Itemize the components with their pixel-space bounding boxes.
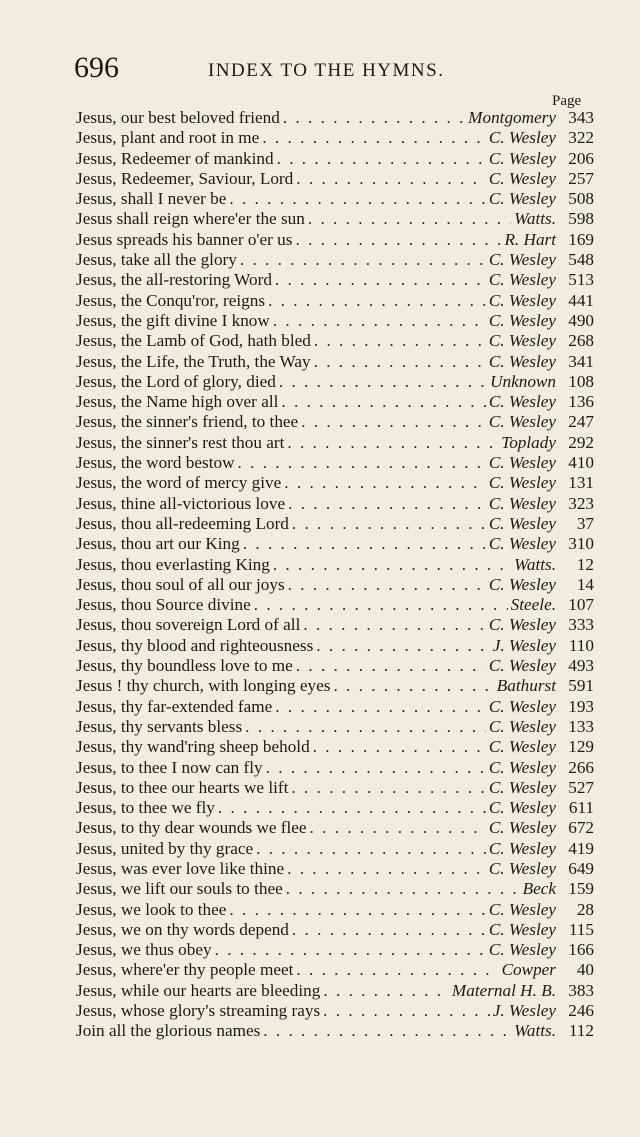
index-entry: [76, 636, 594, 656]
hymn-page-number: 110: [568, 635, 594, 655]
dot-leader: [314, 352, 486, 372]
hymn-page-number: 12: [576, 554, 594, 574]
hymn-author: C. Wesley: [488, 838, 556, 858]
hymn-author: Unknown: [490, 371, 556, 391]
hymn-author: C. Wesley: [488, 716, 556, 736]
dot-leader: [283, 108, 465, 128]
hymn-first-line: Jesus, the Name high over all: [76, 392, 279, 412]
index-entry: [76, 981, 594, 1001]
index-entry: [76, 697, 594, 717]
hymn-page-number: 159: [568, 879, 594, 899]
hymn-author: C. Wesley: [488, 919, 556, 939]
dot-leader: [292, 514, 486, 534]
dot-leader: [240, 250, 486, 270]
index-entry: [76, 676, 594, 696]
hymn-first-line: Jesus, thou sovereign Lord of all: [76, 615, 301, 635]
hymn-author: C. Wesley: [488, 574, 556, 594]
hymn-page-number: 40: [576, 960, 594, 980]
index-entry: [76, 859, 594, 879]
index-entry: [76, 250, 594, 270]
hymn-author: C. Wesley: [488, 290, 556, 310]
hymn-author: C. Wesley: [488, 168, 556, 188]
hymn-page-number: 672: [568, 818, 594, 838]
dot-leader: [286, 879, 520, 899]
hymn-page-number: 131: [568, 473, 594, 493]
dot-leader: [292, 920, 486, 940]
hymn-author: C. Wesley: [488, 656, 556, 676]
hymn-author: C. Wesley: [488, 270, 556, 290]
hymn-page-number: 193: [568, 696, 594, 716]
hymn-page-number: 508: [568, 189, 594, 209]
hymn-page-number: 410: [568, 453, 594, 473]
dot-leader: [296, 169, 486, 189]
running-title: INDEX TO THE HYMNS.: [208, 60, 445, 81]
hymn-page-number: 333: [568, 615, 594, 635]
index-entry: [76, 291, 594, 311]
hymn-first-line: Join all the glorious names: [76, 1021, 261, 1041]
hymn-page-number: 166: [568, 940, 594, 960]
hymn-author: C. Wesley: [488, 777, 556, 797]
dot-leader: [303, 615, 485, 635]
hymn-page-number: 246: [568, 1001, 594, 1021]
dot-leader: [263, 1021, 511, 1041]
hymn-page-number: 28: [576, 899, 594, 919]
page-column-label: Page: [552, 93, 582, 109]
hymn-page-number: 292: [568, 432, 594, 452]
page-header: [74, 52, 594, 86]
hymn-author: C. Wesley: [488, 392, 556, 412]
dot-leader: [254, 595, 508, 615]
dot-leader: [279, 372, 487, 392]
index-entry: [76, 372, 594, 392]
dot-leader: [323, 1001, 490, 1021]
index-entry: [76, 1001, 594, 1021]
hymn-page-number: 268: [568, 331, 594, 351]
dot-leader: [284, 473, 486, 493]
index-entry: [76, 433, 594, 453]
hymn-author: C. Wesley: [488, 331, 556, 351]
hymn-author: C. Wesley: [488, 615, 556, 635]
hymn-first-line: Jesus, was ever love like thine: [76, 858, 285, 878]
hymn-first-line: Jesus, the word bestow: [76, 453, 235, 473]
hymn-page-number: 649: [568, 858, 594, 878]
hymn-first-line: Jesus, whose glory's streaming rays: [76, 1001, 321, 1021]
hymn-first-line: Jesus, the Lord of glory, died: [76, 371, 276, 391]
index-entry: [76, 494, 594, 514]
hymn-author: Watts.: [514, 209, 556, 229]
dot-leader: [275, 270, 486, 290]
hymn-author: Maternal H. B.: [451, 980, 556, 1000]
dot-leader: [245, 717, 486, 737]
index-entry: [76, 149, 594, 169]
hymn-first-line: Jesus, plant and root in me: [76, 128, 260, 148]
dot-leader: [301, 412, 486, 432]
dot-leader: [296, 656, 486, 676]
hymn-first-line: Jesus, the all-restoring Word: [76, 270, 272, 290]
index-entry: [76, 900, 594, 920]
hymn-first-line: Jesus, we look to thee: [76, 899, 227, 919]
index-entry: [76, 534, 594, 554]
hymn-first-line: Jesus, the Conqu'ror, reigns: [76, 290, 266, 310]
hymn-page-number: 266: [568, 757, 594, 777]
dot-leader: [296, 960, 498, 980]
hymn-page-number: 129: [568, 737, 594, 757]
hymn-first-line: Jesus, while our hearts are bleeding: [76, 980, 321, 1000]
hymn-first-line: Jesus, we thus obey: [76, 940, 212, 960]
hymn-page-number: 136: [568, 392, 594, 412]
hymn-author: C. Wesley: [488, 412, 556, 432]
hymn-author: Beck: [522, 879, 556, 899]
hymn-first-line: Jesus, the Lamb of God, hath bled: [76, 331, 311, 351]
hymn-first-line: Jesus, to thee our hearts we lift: [76, 777, 289, 797]
hymn-author: C. Wesley: [488, 513, 556, 533]
hymn-page-number: 323: [568, 493, 594, 513]
hymn-page-number: 37: [576, 513, 594, 533]
index-entry: [76, 879, 594, 899]
index-entry: [76, 473, 594, 493]
hymn-author: C. Wesley: [488, 757, 556, 777]
hymn-first-line: Jesus, thy wand'ring sheep behold: [76, 737, 310, 757]
hymn-first-line: Jesus, to thy dear wounds we flee: [76, 818, 307, 838]
hymn-author: J. Wesley: [492, 635, 556, 655]
index-entry: [76, 270, 594, 290]
dot-leader: [323, 981, 449, 1001]
dot-leader: [314, 331, 486, 351]
hymn-page-number: 611: [568, 798, 594, 818]
dot-leader: [313, 737, 486, 757]
dot-leader: [218, 798, 486, 818]
index-entry: [76, 209, 594, 229]
hymn-author: C. Wesley: [488, 858, 556, 878]
dot-leader: [266, 758, 486, 778]
dot-leader: [316, 636, 489, 656]
hymn-first-line: Jesus, the Life, the Truth, the Way: [76, 351, 311, 371]
index-entry: [76, 555, 594, 575]
hymn-first-line: Jesus, thou all-redeeming Lord: [76, 513, 289, 533]
hymn-author: C. Wesley: [488, 310, 556, 330]
hymn-author: Montgomery: [468, 108, 556, 127]
hymn-author: Toplady: [501, 432, 556, 452]
hymn-page-number: 383: [568, 980, 594, 1000]
index-entry: [76, 128, 594, 148]
hymn-page-number: 527: [568, 777, 594, 797]
hymn-first-line: Jesus, thou everlasting King: [76, 554, 270, 574]
index-entry: [76, 412, 594, 432]
hymn-author: Watts.: [514, 1021, 556, 1041]
index-entry: [76, 453, 594, 473]
index-entry: [76, 575, 594, 595]
index-entry: [76, 778, 594, 798]
hymn-author: C. Wesley: [488, 899, 556, 919]
index-entry: [76, 189, 594, 209]
page-number: 696: [74, 51, 119, 84]
dot-leader: [277, 149, 486, 169]
index-entry: [76, 615, 594, 635]
hymn-first-line: Jesus, united by thy grace: [76, 838, 254, 858]
index-entry: [76, 758, 594, 778]
hymn-first-line: Jesus, where'er thy people meet: [76, 960, 294, 980]
hymn-author: C. Wesley: [488, 351, 556, 371]
hymn-author: Steele.: [510, 595, 556, 615]
hymn-page-number: 591: [568, 676, 594, 696]
dot-leader: [275, 697, 486, 717]
dot-leader: [256, 839, 486, 859]
hymn-author: C. Wesley: [488, 798, 556, 818]
index-entry: [76, 798, 594, 818]
hymn-page-number: 169: [568, 229, 594, 249]
index-entry: [76, 392, 594, 412]
hymn-first-line: Jesus, the sinner's friend, to thee: [76, 412, 299, 432]
index-entry: [76, 1021, 594, 1041]
hymn-first-line: Jesus, thy far-extended fame: [76, 696, 273, 716]
hymn-page-number: 310: [568, 534, 594, 554]
hymn-first-line: Jesus, take all the glory: [76, 250, 237, 270]
index-entry: [76, 595, 594, 615]
index-entry: [76, 717, 594, 737]
hymn-first-line: Jesus shall reign where'er the sun: [76, 209, 305, 229]
index-entry: [76, 656, 594, 676]
hymn-first-line: Jesus, our best beloved friend: [76, 108, 280, 127]
dot-leader: [273, 311, 486, 331]
dot-leader: [287, 859, 486, 879]
hymn-first-line: Jesus, thou art our King: [76, 534, 240, 554]
hymn-author: C. Wesley: [488, 493, 556, 513]
dot-leader: [243, 534, 486, 554]
dot-leader: [308, 209, 511, 229]
index-entry: [76, 352, 594, 372]
hymn-first-line: Jesus ! thy church, with longing eyes: [76, 676, 331, 696]
index-entry: [76, 331, 594, 351]
dot-leader: [215, 940, 486, 960]
index-entry: [76, 514, 594, 534]
hymn-first-line: Jesus, to thee I now can fly: [76, 757, 263, 777]
hymn-author: R. Hart: [504, 229, 556, 249]
hymn-page-number: 257: [568, 168, 594, 188]
hymn-first-line: Jesus, Redeemer, Saviour, Lord: [76, 168, 294, 188]
dot-leader: [333, 676, 493, 696]
hymn-page-number: 493: [568, 656, 594, 676]
hymn-first-line: Jesus, we lift our souls to thee: [76, 879, 283, 899]
index-entry: [76, 108, 594, 128]
hymn-first-line: Jesus, to thee we fly: [76, 798, 215, 818]
hymn-page-number: 133: [568, 716, 594, 736]
hymn-first-line: Jesus, shall I never be: [76, 189, 227, 209]
hymn-first-line: Jesus, the sinner's rest thou art: [76, 432, 285, 452]
hymn-author: C. Wesley: [488, 818, 556, 838]
dot-leader: [273, 555, 511, 575]
index-entry: [76, 818, 594, 838]
dot-leader: [295, 230, 501, 250]
hymn-author: C. Wesley: [488, 473, 556, 493]
hymn-first-line: Jesus, thy servants bless: [76, 716, 243, 736]
hymn-author: C. Wesley: [488, 737, 556, 757]
dot-leader: [238, 453, 486, 473]
dot-leader: [291, 778, 485, 798]
hymn-first-line: Jesus spreads his banner o'er us: [76, 229, 293, 249]
dot-leader: [287, 433, 498, 453]
hymn-page-number: 112: [568, 1021, 594, 1041]
hymn-page-number: 322: [568, 128, 594, 148]
hymn-first-line: Jesus, we on thy words depend: [76, 919, 289, 939]
dot-leader: [268, 291, 486, 311]
dot-leader: [288, 494, 486, 514]
dot-leader: [229, 189, 485, 209]
hymn-first-line: Jesus, thou Source divine: [76, 595, 251, 615]
hymn-author: C. Wesley: [488, 189, 556, 209]
hymn-author: Bathurst: [496, 676, 556, 696]
hymn-author: C. Wesley: [488, 148, 556, 168]
hymn-page-number: 598: [568, 209, 594, 229]
index-entry: [76, 960, 594, 980]
hymn-author: C. Wesley: [488, 534, 556, 554]
hymn-page-number: 490: [568, 310, 594, 330]
hymn-first-line: Jesus, the word of mercy give: [76, 473, 282, 493]
hymn-page-number: 419: [568, 838, 594, 858]
index-entry: [76, 311, 594, 331]
hymn-author: Watts.: [514, 554, 556, 574]
hymn-page-number: 108: [568, 371, 594, 391]
hymn-first-line: Jesus, thy boundless love to me: [76, 656, 293, 676]
hymn-page-number: 107: [568, 595, 594, 615]
index-entry: [76, 230, 594, 250]
index-entry: [76, 940, 594, 960]
dot-leader: [310, 818, 486, 838]
index-entry: [76, 737, 594, 757]
dot-leader: [281, 392, 485, 412]
hymn-author: J. Wesley: [492, 1001, 556, 1021]
hymn-first-line: Jesus, Redeemer of mankind: [76, 148, 274, 168]
hymn-first-line: Jesus, thy blood and righteousness: [76, 635, 314, 655]
hymn-page-number: 115: [568, 919, 594, 939]
dot-leader: [229, 900, 485, 920]
hymn-first-line: Jesus, thine all-victorious love: [76, 493, 286, 513]
hymn-author: C. Wesley: [488, 696, 556, 716]
index-entry: [76, 920, 594, 940]
hymn-first-line: Jesus, the gift divine I know: [76, 310, 270, 330]
index-entry: [76, 839, 594, 859]
hymn-page-number: 343: [568, 108, 594, 127]
dot-leader: [288, 575, 486, 595]
hymn-page-number: 14: [576, 574, 594, 594]
hymn-author: Cowper: [501, 960, 556, 980]
hymn-author: C. Wesley: [488, 128, 556, 148]
hymn-first-line: Jesus, thou soul of all our joys: [76, 574, 285, 594]
hymn-author: C. Wesley: [488, 250, 556, 270]
hymn-page-number: 247: [568, 412, 594, 432]
hymn-author: C. Wesley: [488, 940, 556, 960]
hymn-page-number: 548: [568, 250, 594, 270]
hymn-page-number: 513: [568, 270, 594, 290]
hymn-author: C. Wesley: [488, 453, 556, 473]
dot-leader: [262, 128, 486, 148]
hymn-page-number: 441: [568, 290, 594, 310]
hymn-page-number: 341: [568, 351, 594, 371]
index-entry: [76, 169, 594, 189]
hymn-page-number: 206: [568, 148, 594, 168]
hymn-index-list: [76, 108, 594, 1042]
